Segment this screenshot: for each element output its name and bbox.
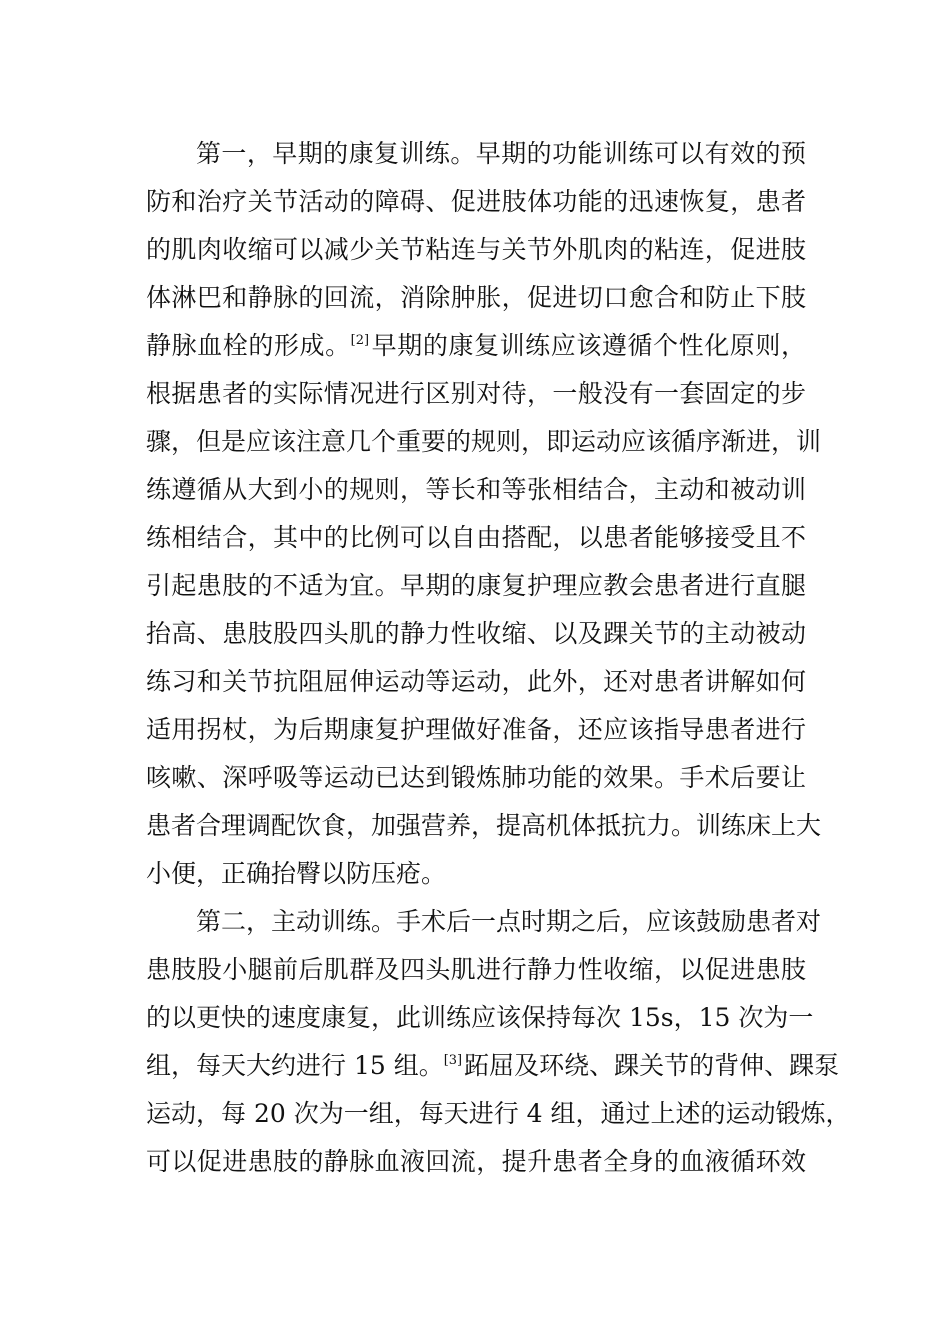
text-line: 小便，正确抬臀以防压疮。 — [146, 859, 447, 888]
text-line: 抬高、患肢股四头肌的静力性收缩、以及踝关节的主动被动 — [146, 619, 806, 648]
text-line: 的以更快的速度康复，此训练应该保持每次 15s，15 次为一 — [146, 1003, 814, 1032]
text-line: 根据患者的实际情况进行区别对待，一般没有一套固定的步 — [146, 379, 806, 408]
text-line: 组，每天大约进行 15 组。[3]跖屈及环绕、踝关节的背伸、踝泵 — [146, 1051, 840, 1080]
text-line: 练相结合，其中的比例可以自由搭配，以患者能够接受且不 — [146, 523, 806, 552]
text-line: 第二，主动训练。手术后一点时期之后，应该鼓励患者对 — [196, 907, 822, 936]
citation-ref-3[interactable]: [3] — [443, 1053, 463, 1068]
text-line: 静脉血栓的形成。[2]早期的康复训练应该遵循个性化原则， — [146, 331, 806, 360]
paragraph-active-training — [146, 898, 851, 1186]
text-line: 骤，但是应该注意几个重要的规则，即运动应该循序渐进，训 — [146, 427, 822, 456]
text-line: 咳嗽、深呼吸等运动已达到锻炼肺功能的效果。手术后要让 — [146, 763, 806, 792]
text-line: 第一，早期的康复训练。早期的功能训练可以有效的预 — [196, 139, 806, 168]
text-line: 的肌肉收缩可以减少关节粘连与关节外肌肉的粘连，促进肢 — [146, 235, 806, 264]
paragraph-early-rehabilitation — [146, 130, 822, 898]
text-line: 患者合理调配饮食，加强营养，提高机体抵抗力。训练床上大 — [146, 811, 822, 840]
text-line: 防和治疗关节活动的障碍、促进肢体功能的迅速恢复，患者 — [146, 187, 806, 216]
text-line: 练习和关节抗阻屈伸运动等运动，此外，还对患者讲解如何 — [146, 667, 806, 696]
text-line: 体淋巴和静脉的回流，消除肿胀，促进切口愈合和防止下肢 — [146, 283, 806, 312]
text-line: 运动，每 20 次为一组，每天进行 4 组，通过上述的运动锻炼， — [146, 1099, 851, 1128]
text-line: 可以促进患肢的静脉血液回流，提升患者全身的血液循环效 — [146, 1147, 806, 1176]
text-line: 练遵循从大到小的规则，等长和等张相结合，主动和被动训 — [146, 475, 806, 504]
article-body — [146, 130, 851, 1186]
citation-ref-2[interactable]: [2] — [350, 333, 370, 348]
text-line: 适用拐杖，为后期康复护理做好准备，还应该指导患者进行 — [146, 715, 806, 744]
text-line: 引起患肢的不适为宜。早期的康复护理应教会患者进行直腿 — [146, 571, 806, 600]
text-line: 患肢股小腿前后肌群及四头肌进行静力性收缩，以促进患肢 — [146, 955, 806, 984]
